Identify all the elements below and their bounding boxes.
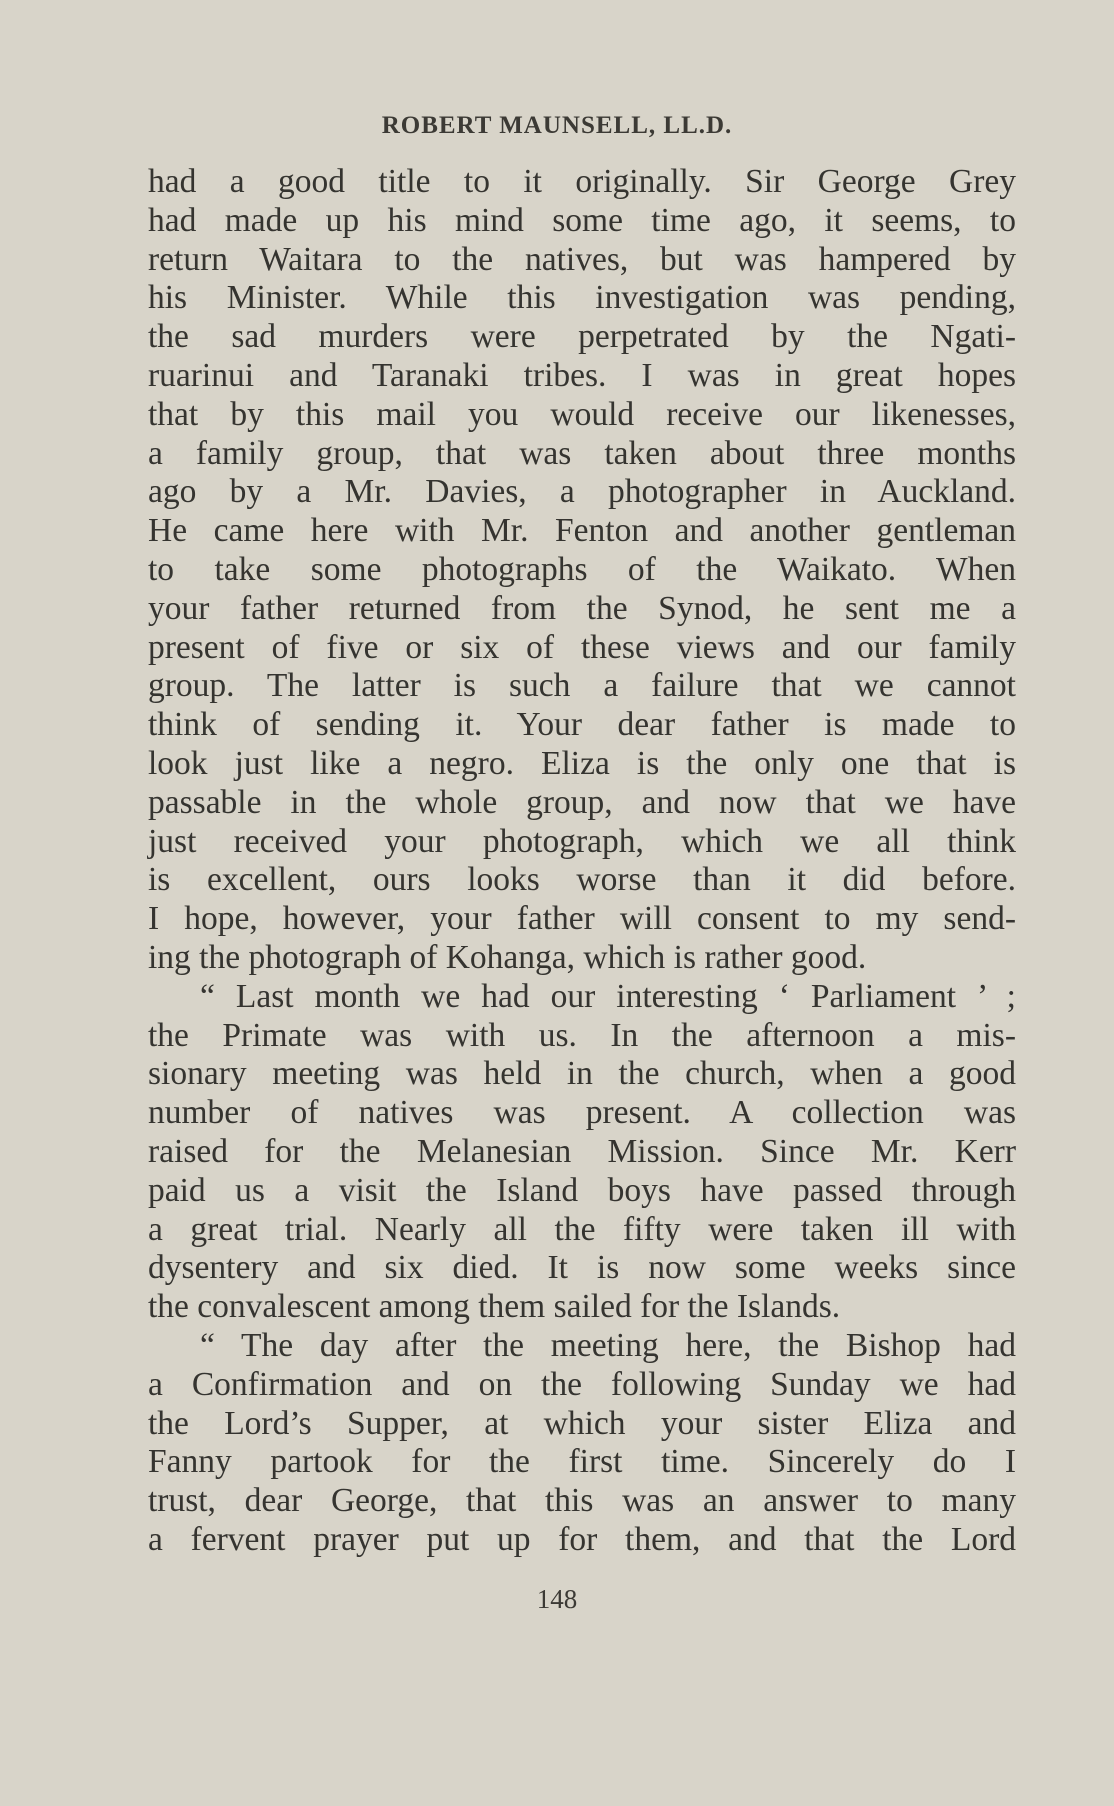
text-line: Fanny partook for the first time. Sincerely do I (148, 1443, 1016, 1481)
text-line: look just like a negro. Eliza is the only one that is (148, 744, 1016, 782)
text-line: is excellent, ours looks worse than it did before. (148, 861, 1016, 899)
body-text (148, 163, 1016, 1560)
text-line: ruarinui and Taranaki tribes. I was in great hopes (148, 356, 1016, 394)
text-line: a family group, that was taken about three months (148, 434, 1016, 472)
text-line: return Waitara to the natives, but was hampered by (148, 240, 1016, 278)
text-line: the convalescent among them sailed for the Islands. (148, 1288, 841, 1326)
text-line: sionary meeting was held in the church, when a good (148, 1055, 1016, 1093)
text-line: ing the photograph of Kohanga, which is rather good. (148, 938, 867, 976)
text-line: ago by a Mr. Davies, a photographer in Auckland. (148, 473, 1016, 511)
text-line: trust, dear George, that this was an answer to many (148, 1482, 1016, 1520)
text-line: to take some photographs of the Waikato. When (148, 550, 1016, 588)
running-head: ROBERT MAUNSELL, LL.D. (381, 112, 733, 139)
text-line: his Minister. While this investigation was pending, (148, 279, 1016, 317)
page-number: 148 (536, 1584, 578, 1614)
text-line: just received your photograph, which we all think (148, 822, 1016, 860)
text-line: had a good title to it originally. Sir George Grey (148, 163, 1016, 200)
text-line: a Confirmation and on the following Sunday we had (148, 1365, 1016, 1403)
text-line: a great trial. Nearly all the fifty were taken ill with (148, 1210, 1016, 1248)
text-line: dysentery and six died. It is now some weeks since (148, 1249, 1016, 1287)
text-line: I hope, however, your father will consent to my send- (148, 900, 1016, 938)
text-line: raised for the Melanesian Mission. Since Mr. Kerr (148, 1132, 1016, 1170)
text-line: your father returned from the Synod, he sent me a (148, 589, 1016, 627)
text-line: group. The latter is such a failure that we cannot (148, 667, 1016, 705)
text-line: the Lord’s Supper, at which your sister Eliza and (148, 1404, 1016, 1442)
text-line: had made up his mind some time ago, it seems, to (148, 201, 1016, 239)
text-line: the sad murders were perpetrated by the Ngati- (148, 318, 1016, 356)
text-line: number of natives was present. A collection was (148, 1094, 1016, 1132)
text-line: a fervent prayer put up for them, and that the Lord (148, 1520, 1016, 1558)
text-line: that by this mail you would receive our likenesses, (148, 395, 1016, 433)
text-line: passable in the whole group, and now that we have (148, 783, 1016, 821)
text-line: paid us a visit the Island boys have passed through (148, 1171, 1016, 1209)
paragraph-first-line: “ The day after the meeting here, the Bishop had (200, 1326, 1016, 1364)
text-line: present of five or six of these views and our family (148, 628, 1016, 666)
text-line: He came here with Mr. Fenton and another gentleman (148, 512, 1016, 550)
text-line: think of sending it. Your dear father is made to (148, 706, 1016, 744)
text-line: the Primate was with us. In the afternoon a mis- (148, 1016, 1016, 1054)
paragraph-first-line: “ Last month we had our interesting ‘ Parliament ’ ; (200, 977, 1016, 1015)
